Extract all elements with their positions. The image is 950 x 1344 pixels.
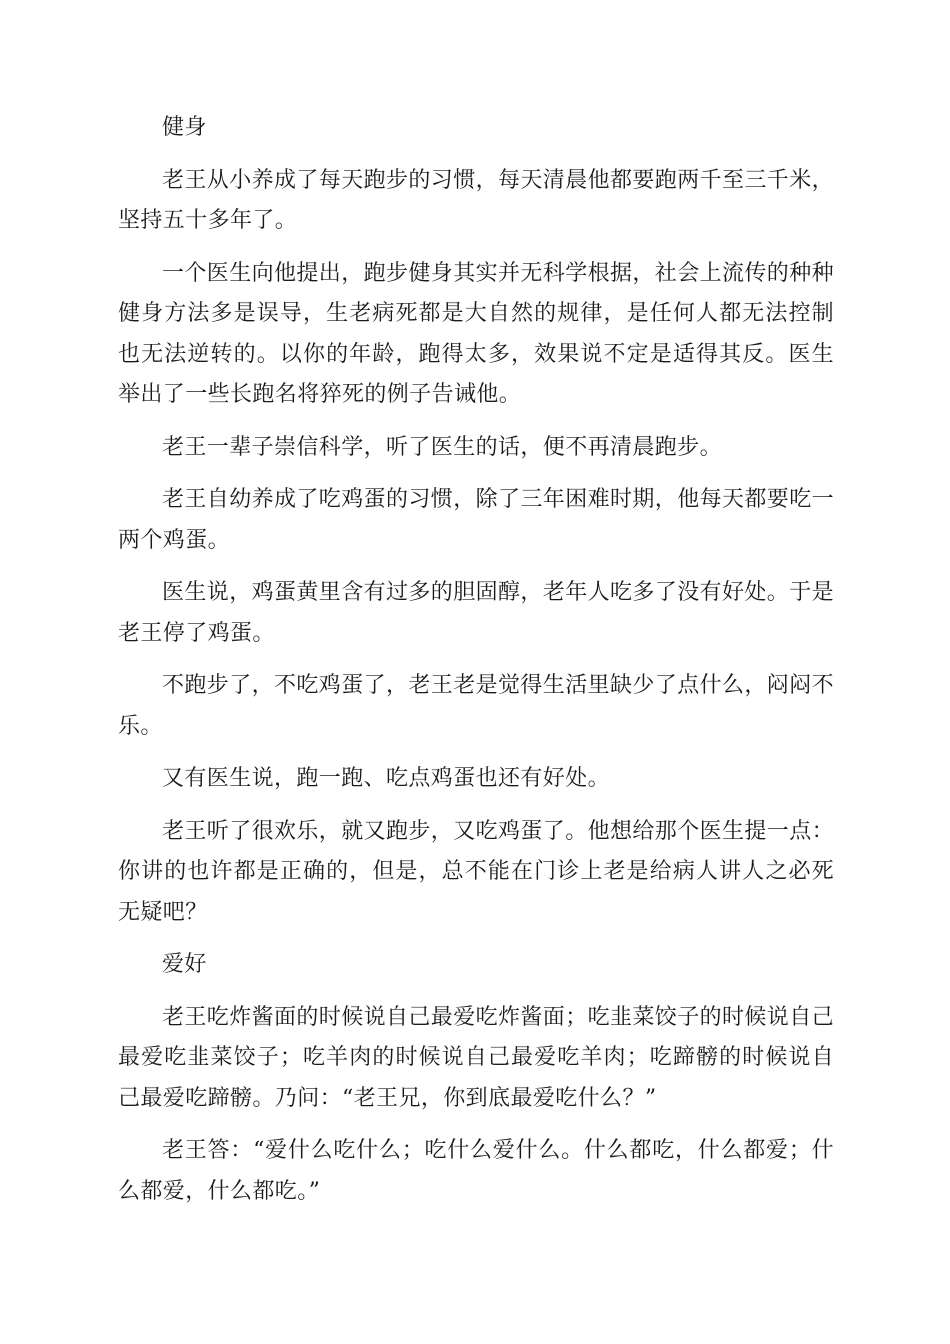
section-heading-fitness: 健身 xyxy=(162,115,207,140)
paragraph: 老王听了很欢乐，就又跑步，又吃鸡蛋了。他想给那个医生提一点：你讲的也许都是正确的，但是，总不能在门诊上老是给病人讲人之必死无疑吧？ xyxy=(118,818,835,925)
paragraph: 老王一辈子崇信科学，听了医生的话，便不再清晨跑步。 xyxy=(162,434,723,460)
paragraph: 又有医生说，跑一跑、吃点鸡蛋也还有好处。 xyxy=(162,766,611,791)
section-heading-hobby: 爱好 xyxy=(162,952,207,977)
document-page xyxy=(118,108,834,1224)
paragraph: 老王答：“爱什么吃什么；吃什么爱什么。什么都吃，什么都爱；什么都爱，什么都吃。” xyxy=(118,1138,834,1204)
paragraph: 老王吃炸酱面的时候说自己最爱吃炸酱面；吃韭菜饺子的时候说自己最爱吃韭菜饺子；吃羊肉的时候说自己最爱吃羊肉；吃蹄髈的时候说自己最爱吃蹄髈。乃问：“老王兄，你到底最爱吃什么？” xyxy=(118,1004,835,1111)
paragraph: 医生说，鸡蛋黄里含有过多的胆固醇，老年人吃多了没有好处。于是老王停了鸡蛋。 xyxy=(118,580,835,646)
paragraph: 老王自幼养成了吃鸡蛋的习惯，除了三年困难时期，他每天都要吃一两个鸡蛋。 xyxy=(118,487,835,553)
paragraph: 老王从小养成了每天跑步的习惯，每天清晨他都要跑两千至三千米，坚持五十多年了。 xyxy=(118,167,835,233)
paragraph: 一个医生向他提出，跑步健身其实并无科学根据，社会上流传的种种健身方法多是误导，生老病死都是大自然的规律，是任何人都无法控制也无法逆转的。以你的年龄，跑得太多，效果说不定是适得其反。医生举出了一些长跑名将猝死的例子告诫他。 xyxy=(118,260,835,407)
paragraph: 不跑步了，不吃鸡蛋了，老王老是觉得生活里缺少了点什么，闷闷不乐。 xyxy=(118,673,835,739)
